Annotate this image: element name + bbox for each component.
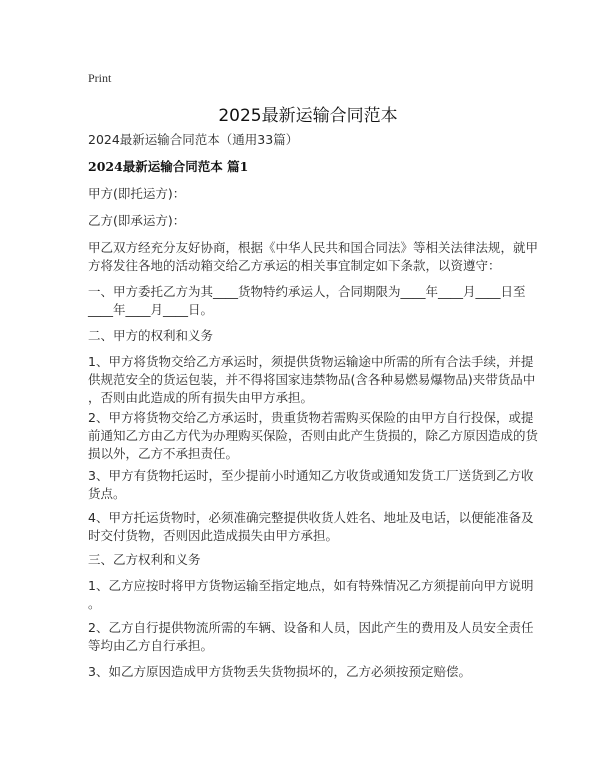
paragraph-line: 甲乙双方经充分友好协商，根据《中华人民共和国合同法》等相关法律法规，就甲 [88, 240, 539, 255]
paragraph-line: 。 [88, 596, 101, 611]
paragraph-line: 2、乙方自行提供物流所需的车辆、设备和人员，因此产生的费用及人员安全责任 [88, 620, 534, 635]
paragraph-line: 损以外，乙方不承担责任。 [88, 446, 239, 461]
paragraph [88, 509, 533, 545]
paragraph [88, 409, 538, 463]
paragraph-line: 3、甲方有货物托运时，至少提前小时通知乙方收货或通知发货工厂送货到乙方收 [88, 468, 534, 483]
paragraph-line: 二、甲方的权利和义务 [88, 328, 214, 343]
subtitle: 2024最新运输合同范本（通用33篇） [88, 132, 299, 147]
paragraph-line: 供规范安全的货运包装，并不得将国家违禁物品(含各种易燃易爆物品)夹带货品中 [88, 372, 536, 387]
paragraph-line: 时交付货物，否则因此造成损失由甲方承担。 [88, 528, 339, 543]
paragraph-line: 一、甲方委托乙方为其____货物特约承运人，合同期限为____年____月____日至 [88, 284, 526, 299]
paragraph [88, 663, 471, 681]
paragraph [88, 239, 538, 275]
paragraph [88, 619, 533, 655]
paragraph-line: 甲方(即托运方)： [88, 186, 186, 201]
paragraph-line: 1、甲方将货物交给乙方承运时，须提供货物运输途中所需的所有合法手续，并提 [88, 354, 534, 369]
paragraph-line: 乙方(即承运方)： [88, 213, 186, 228]
paragraph-line: 货点。 [88, 486, 126, 501]
paragraph-line: ，否则由此造成的所有损失由甲方承担。 [88, 390, 314, 405]
paragraph-line: 2、甲方将货物交给乙方承运时，贵重货物若需购买保险的由甲方自行投保，或提 [88, 410, 534, 425]
paragraph [88, 353, 535, 407]
paragraph-line: 三、乙方权利和义务 [88, 552, 201, 567]
paragraph [88, 551, 201, 569]
paragraph [88, 577, 533, 613]
paragraph [88, 327, 213, 345]
paragraph-line: 4、甲方托运货物时，必须准确完整提供收货人姓名、地址及电话，以便能准备及 [88, 510, 534, 525]
paragraph-line: 方将发往各地的活动箱交给乙方承运的相关事宜制定如下条款，以资遵守： [88, 258, 501, 273]
print-link[interactable]: Print [88, 71, 112, 85]
paragraph-line: 前通知乙方由乙方代为办理购买保险，否则由此产生货损的，除乙方原因造成的货 [88, 428, 539, 443]
section-heading: 2024最新运输合同范本 篇1 [88, 159, 249, 174]
document-title: 2025最新运输合同范本 [218, 106, 398, 126]
paragraph [88, 467, 533, 503]
paragraph-line: 等均由乙方自行承担。 [88, 638, 214, 653]
paragraph-line: 1、乙方应按时将甲方货物运输至指定地点，如有特殊情况乙方须提前向甲方说明 [88, 578, 534, 593]
paragraph [88, 283, 526, 319]
paragraph [88, 212, 185, 230]
paragraph-line: ____年____月____日。 [88, 302, 214, 317]
paragraph [88, 185, 185, 203]
paragraph-line: 3、如乙方原因造成甲方货物丢失货物损坏的，乙方必须按预定赔偿。 [88, 664, 471, 679]
